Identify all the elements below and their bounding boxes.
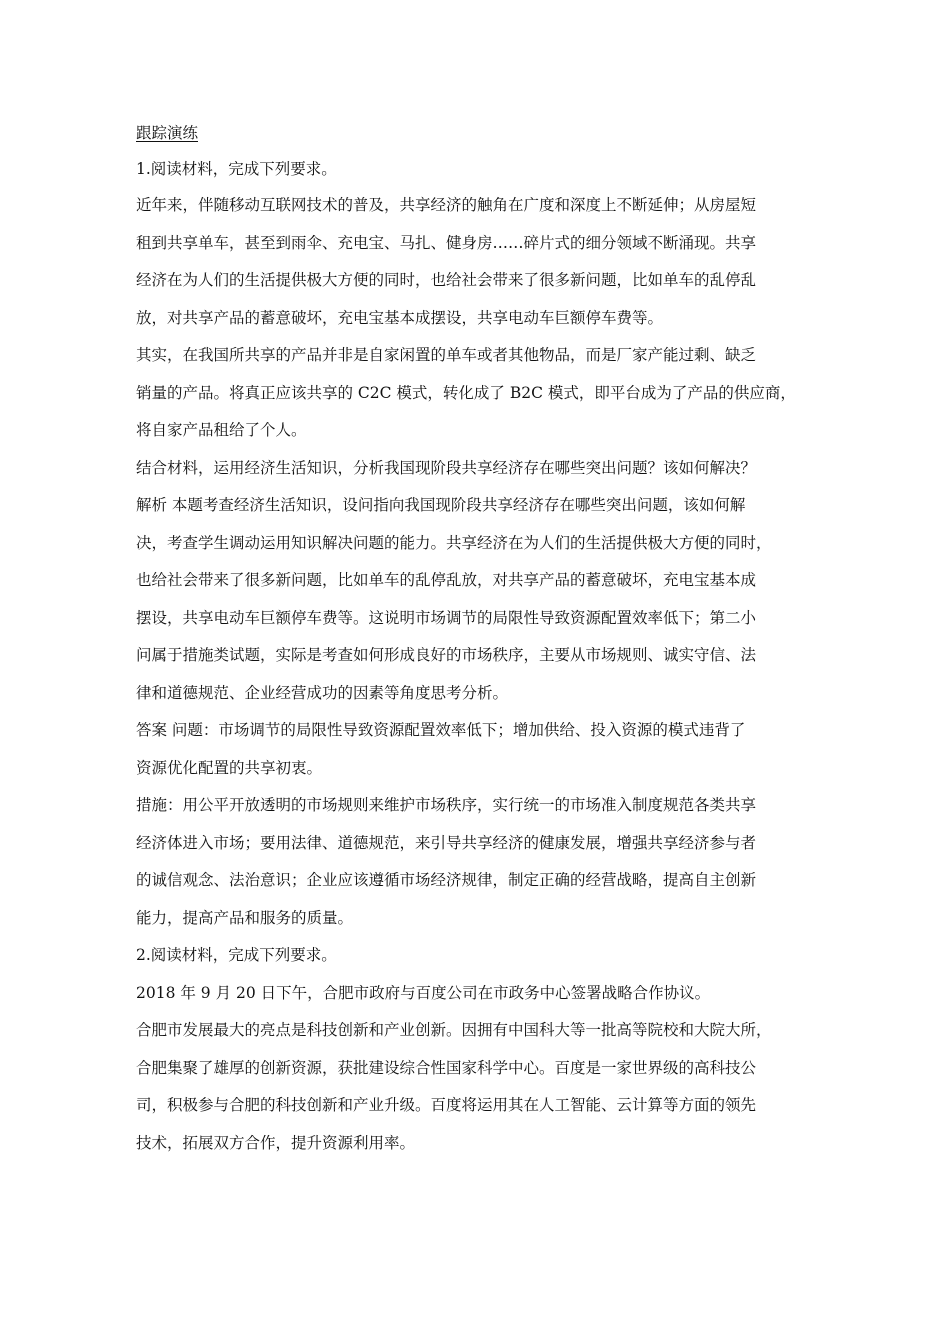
text-line: 律和道德规范、企业经营成功的因素等角度思考分析。	[136, 684, 509, 702]
text-line: 也给社会带来了很多新问题，比如单车的乱停乱放，对共享产品的蓄意破坏，充电宝基本成	[136, 571, 757, 589]
text-line: 经济在为人们的生活提供极大方便的同时，也给社会带来了很多新问题，比如单车的乱停乱	[136, 271, 757, 289]
text-line: 答案 问题：市场调节的局限性导致资源配置效率低下；增加供给、投入资源的模式违背了	[136, 721, 746, 739]
text-line: 2.阅读材料，完成下列要求。	[136, 946, 337, 964]
text-line: 销量的产品。将真正应该共享的 C2C 模式，转化成了 B2C 模式，即平台成为了产品的供应商，	[136, 384, 796, 402]
text-line: 结合材料，运用经济生活知识，分析我国现阶段共享经济存在哪些突出问题？该如何解决？	[136, 459, 757, 477]
text-line: 经济体进入市场；要用法律、道德规范，来引导共享经济的健康发展，增强共享经济参与者	[136, 834, 757, 852]
text-line: 摆设，共享电动车巨额停车费等。这说明市场调节的局限性导致资源配置效率低下；第二小	[136, 609, 757, 627]
text-line: 司，积极参与合肥的科技创新和产业升级。百度将运用其在人工智能、云计算等方面的领先	[136, 1096, 757, 1114]
text-line: 租到共享单车，甚至到雨伞、充电宝、马扎、健身房……碎片式的细分领域不断涌现。共享	[136, 234, 757, 252]
text-line: 合肥集聚了雄厚的创新资源，获批建设综合性国家科学中心。百度是一家世界级的高科技公	[136, 1059, 757, 1077]
text-line: 将自家产品租给了个人。	[136, 421, 307, 439]
text-line: 放，对共享产品的蓄意破坏，充电宝基本成摆设，共享电动车巨额停车费等。	[136, 309, 664, 327]
text-line: 资源优化配置的共享初衷。	[136, 759, 323, 777]
section-heading: 跟踪演练	[136, 124, 199, 142]
text-line: 2018 年 9 月 20 日下午，合肥市政府与百度公司在市政务中心签署战略合作协议。	[136, 984, 711, 1002]
text-line: 合肥市发展最大的亮点是科技创新和产业创新。因拥有中国科大等一批高等院校和大院大所，	[136, 1021, 772, 1039]
text-line: 其实，在我国所共享的产品并非是自家闲置的单车或者其他物品，而是厂家产能过剩、缺乏	[136, 346, 757, 364]
text-line: 的诚信观念、法治意识；企业应该遵循市场经济规律，制定正确的经营战略，提高自主创新	[136, 871, 757, 889]
text-line: 技术，拓展双方合作，提升资源利用率。	[136, 1134, 416, 1152]
text-line: 近年来，伴随移动互联网技术的普及，共享经济的触角在广度和深度上不断延伸；从房屋短	[136, 196, 757, 214]
text-line: 能力，提高产品和服务的质量。	[136, 909, 354, 927]
text-line: 问属于措施类试题，实际是考查如何形成良好的市场秩序，主要从市场规则、诚实守信、法	[136, 646, 757, 664]
text-line: 措施：用公平开放透明的市场规则来维护市场秩序，实行统一的市场准入制度规范各类共享	[136, 796, 757, 814]
text-line: 决，考查学生调动运用知识解决问题的能力。共享经济在为人们的生活提供极大方便的同时，	[136, 534, 772, 552]
text-line: 1.阅读材料，完成下列要求。	[136, 160, 337, 178]
text-line: 解析 本题考查经济生活知识，设问指向我国现阶段共享经济存在哪些突出问题，该如何解	[136, 496, 746, 514]
